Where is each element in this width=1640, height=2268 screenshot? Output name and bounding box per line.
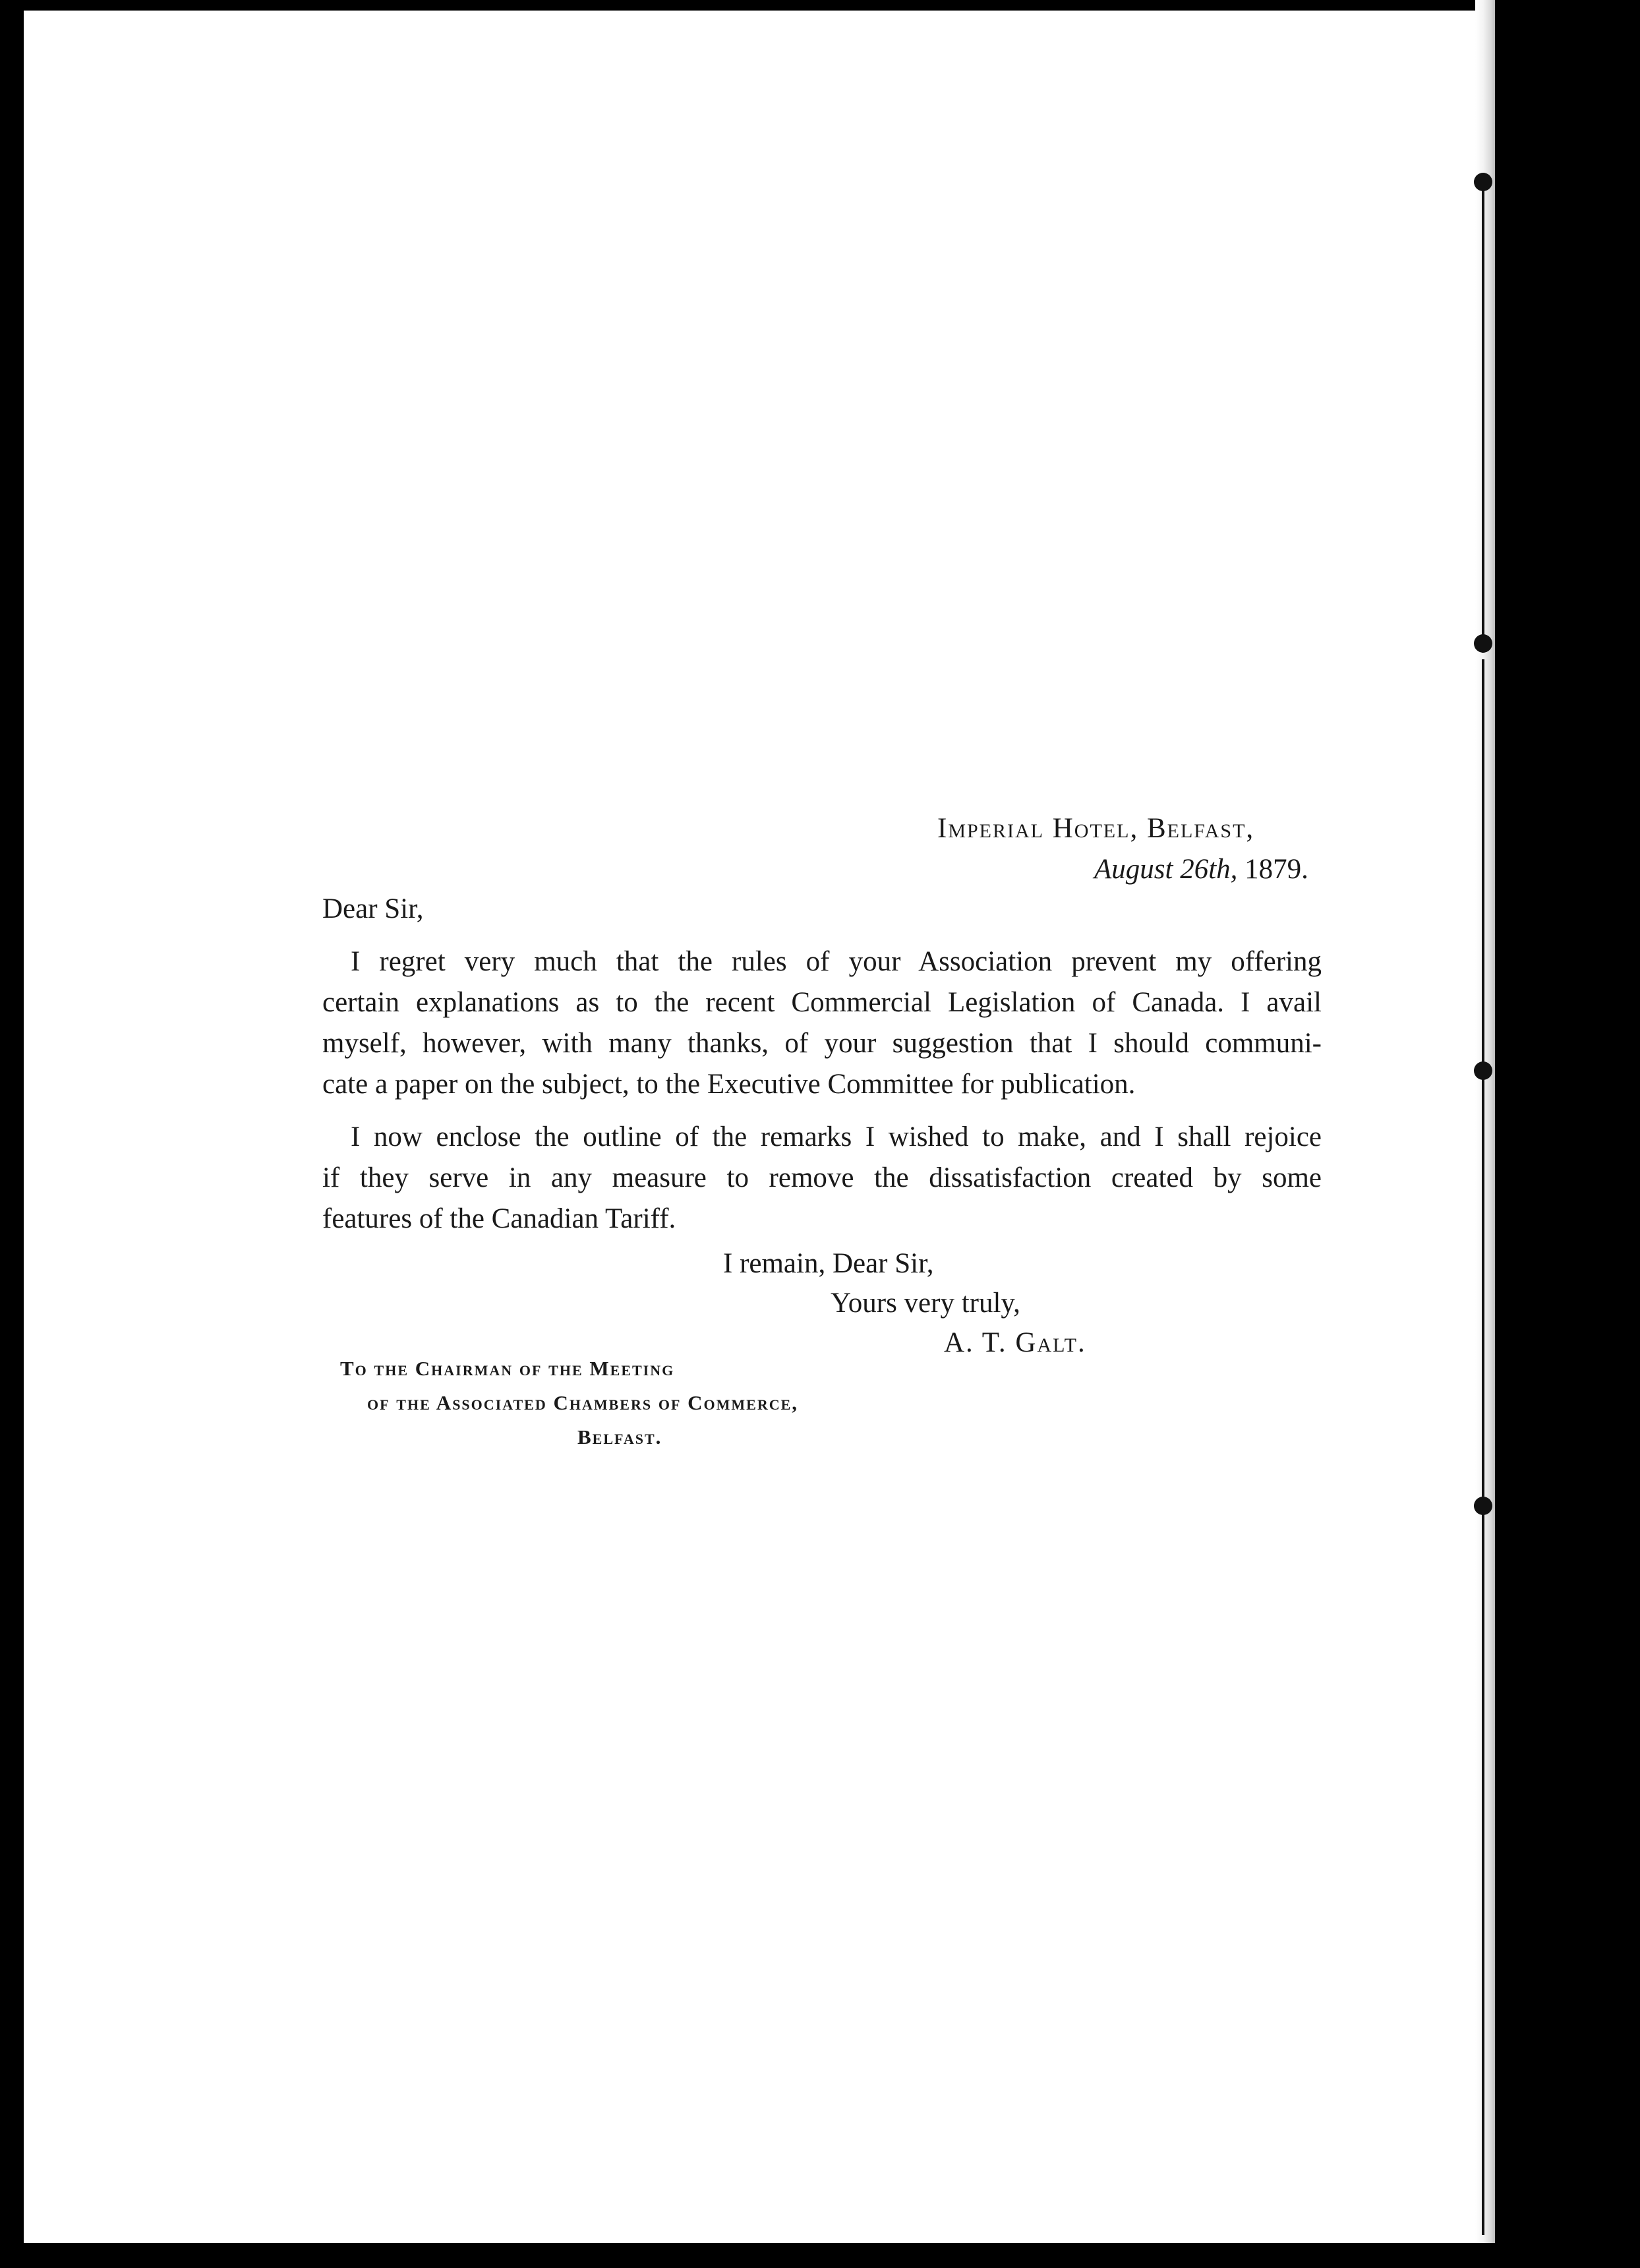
paragraph-2-line-2 xyxy=(322,1159,1322,1197)
binding-stitch xyxy=(1482,178,1484,653)
binding-stitch xyxy=(1482,1510,1484,2235)
paragraph-1-line-2-text: certain explanations as to the recent Commercial Legislation of Canada. I avail xyxy=(322,987,1322,1018)
binding-stitch xyxy=(1482,1075,1484,1497)
closing-line-1: I remain, Dear Sir, xyxy=(723,1248,934,1279)
stitch-knot xyxy=(1474,1497,1492,1515)
paragraph-1-line-4: cate a paper on the subject, to the Executive Committee for publication. xyxy=(322,1069,1136,1100)
paragraph-2-line-3: features of the Canadian Tariff. xyxy=(322,1203,676,1234)
stitch-knot xyxy=(1474,634,1492,653)
addressee-line-1: To the Chairman of the Meeting xyxy=(340,1357,675,1380)
addressee-line-2: of the Associated Chambers of Commerce, xyxy=(367,1391,799,1414)
scan-edge-right xyxy=(1495,0,1640,2268)
letter-heading-date xyxy=(1094,850,1308,889)
addressee-line-3: Belfast. xyxy=(577,1425,662,1448)
paragraph-1-line-3 xyxy=(322,1025,1322,1063)
binding-stitch xyxy=(1482,659,1484,1068)
date-day: August 26th, xyxy=(1094,854,1238,885)
date-year: 1879. xyxy=(1245,854,1308,885)
paragraph-1-line-2 xyxy=(322,984,1322,1022)
paragraph-1-line-1 xyxy=(351,943,1322,981)
binding-fold xyxy=(1475,0,1495,2268)
paragraph-1-line-3-text: myself, however, with many thanks, of your suggestion that I should communi- xyxy=(322,1028,1322,1059)
letter-heading-place: Imperial Hotel, Belfast, xyxy=(937,813,1255,844)
closing-line-2: Yours very truly, xyxy=(831,1288,1020,1319)
signature: A. T. Galt. xyxy=(944,1327,1086,1358)
paragraph-2-line-1 xyxy=(351,1118,1322,1156)
paragraph-1-line-1-text: I regret very much that the rules of your Association prevent my offering xyxy=(351,946,1322,977)
paragraph-2-line-1-text: I now enclose the outline of the remarks I wished to make, and I shall rejoice xyxy=(351,1121,1322,1152)
stitch-knot xyxy=(1474,173,1492,191)
stitch-knot xyxy=(1474,1061,1492,1080)
salutation: Dear Sir, xyxy=(322,893,424,924)
paragraph-2-line-2-text: if they serve in any measure to remove the dissatisfaction created by some xyxy=(322,1162,1322,1193)
scan-edge-bottom xyxy=(0,2243,1640,2268)
